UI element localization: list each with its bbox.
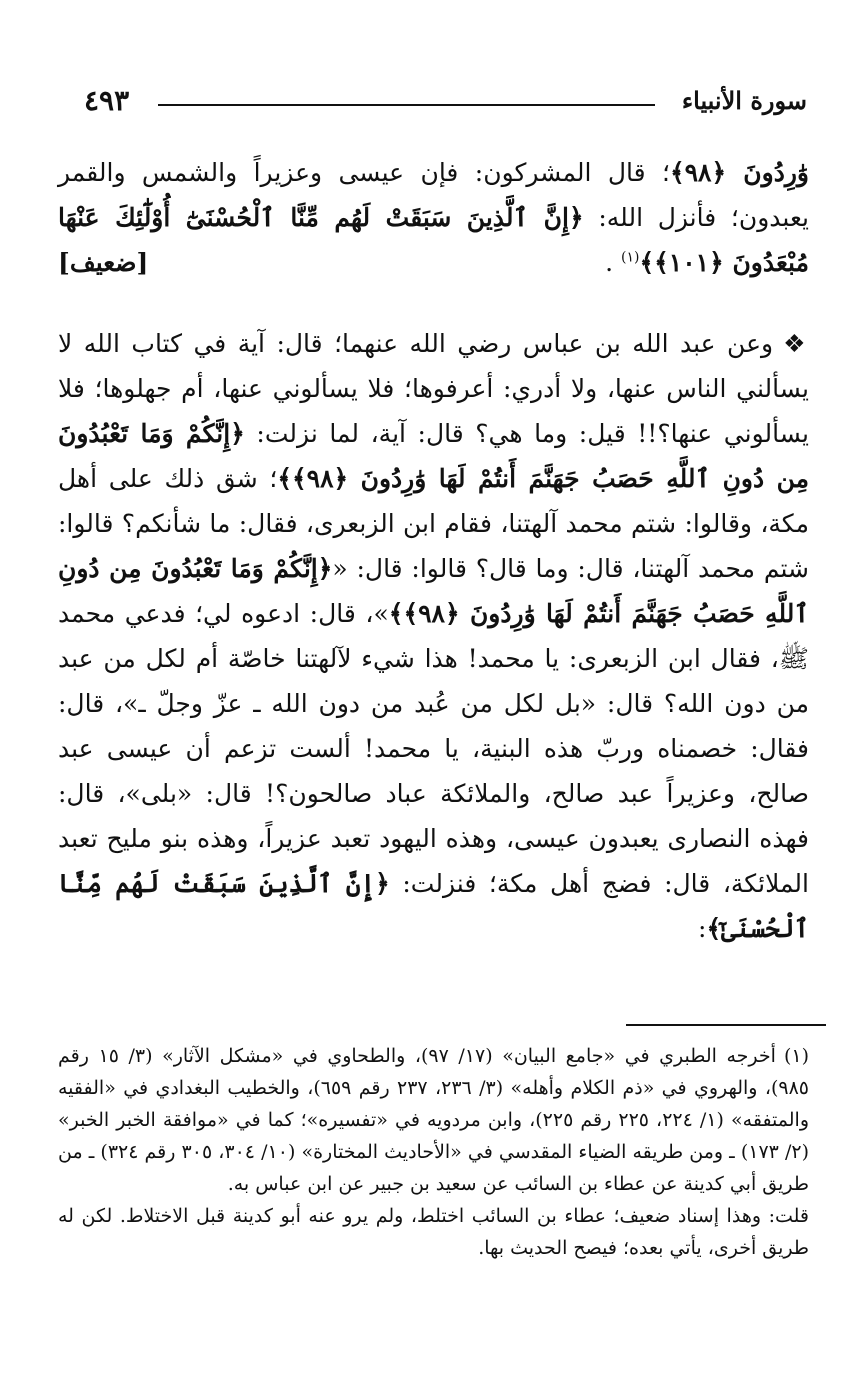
- paragraph-1-text: ؛ قال المشركون: فإن عيسى وعزيراً والشمس والقمر يعبدون؛ فأنزل الله:: [58, 158, 809, 232]
- footnote-note: قلت: وهذا إسناد ضعيف؛ عطاء بن السائب اختلط، ولم يرو عنه أبو كدينة قبل الاختلاط. لكن له طريق أخرى، يأتي بعده؛ فيصح الحديث بها.: [58, 1205, 809, 1259]
- hadith-grade: [ضعيف]: [58, 248, 149, 277]
- paragraph-2-text-1: وعن عبد الله بن عباس رضي الله عنهما؛ قال: آية في كتاب الله لا يسألني الناس عنها، ولا أدري: أعرفوها؛ فلا يسألوني عنها، أم جهلوها؛ فلا يسألوني عنها؟!! قيل: وما هي؟ قال: آية، لما نزلت:: [58, 329, 809, 448]
- footnote-separator: [626, 1024, 826, 1026]
- page-number: ٤٩٣: [84, 84, 130, 117]
- footnote-ref: (١): [621, 249, 640, 266]
- main-text: [58, 150, 809, 951]
- page-header: [84, 84, 807, 124]
- footnote-citation: [58, 1040, 809, 1200]
- quran-verse-3: ﴿إِنَّ ٱلَّذِينَ سَبَقَتْ لَهُم مِّنَّا ٱلْحُسْنَىٰٓ﴾: [58, 869, 809, 943]
- sentence-end: .: [605, 248, 622, 277]
- paragraph-2: [58, 321, 809, 951]
- quran-verse-1: ﴿إِنَّكُمْ وَمَا تَعْبُدُونَ مِن دُونِ ٱللَّهِ حَصَبُ جَهَنَّمَ أَنتُمْ لَهَا وَٰرِدُونَ ﴿٩٨﴾﴾: [58, 419, 809, 493]
- paragraph-1: [58, 150, 809, 285]
- bullet-icon: ❖: [783, 329, 809, 358]
- paragraph-2-text-2: ؛ شق ذلك على أهل مكة، وقالوا: شتم محمد آلهتنا، فقام ابن الزبعرى، فقال: ما شأنكم؟ قالوا: شتم محمد آلهتنا، قال: وما قال؟ قالوا: قال: «: [58, 464, 809, 583]
- paragraph-2-text-4: :: [698, 914, 707, 943]
- footnote-text: أخرجه الطبري في «جامع البيان» (١٧/ ٩٧)، والطحاوي في «مشكل الآثار» (٣/ ١٥ رقم ٩٨٥)، والهروي في «ذم الكلام وأهله» (٣/ ٢٣٦، ٢٣٧ رقم ٦٥٩)، والخطيب البغدادي في «الفقيه والمتفقه» (١/ ٢٢٤، ٢٢٥ رقم ٢٢٥)، وابن مردويه في «تفسيره»؛ كما في «موافقة الخبر الخبر» (٢/ ١٧٣) ـ ومن طريقه الضياء المقدسي في «الأحاديث المختارة» (١٠/ ٣٠٤، ٣٠٥ رقم ٣٢٤) ـ من طريق أبي كدينة عن عطاء بن السائب عن سعيد بن جبير عن ابن عباس به.: [58, 1045, 810, 1195]
- quran-fragment: وَٰرِدُونَ ﴿٩٨﴾: [669, 158, 809, 187]
- header-rule: [158, 104, 655, 106]
- footnote: [58, 1040, 809, 1264]
- quran-verse: ﴿إِنَّ ٱلَّذِينَ سَبَقَتْ لَهُم مِّنَّا ٱلْحُسْنَىٰٓ أُوْلَٰٓئِكَ عَنْهَا مُبْعَدُونَ ﴿١٠١﴾﴾: [58, 203, 809, 277]
- paragraph-2-text-3: »، قال: ادعوه لي؛ فدعي محمد ﷺ، فقال ابن الزبعرى: يا محمد! هذا شيء لآلهتنا خاصّة أم لكل من عبد من دون الله؟ قال: «بل لكل من عُبد من دون الله ـ عزّ وجلّ ـ»، قال: فقال: خصمناه وربّ هذه البنية، يا محمد! ألست تزعم أن عيسى عبد صالح، وعزيراً عبد صالح، والملائكة عباد صالحون؟! قال: «بلى»، قال: فهذه النصارى يعبدون عيسى، وهذه اليهود تعبد عزيراً، وهذه بنو مليح تعبد الملائكة، قال: فضج أهل مكة؛ فنزلت:: [58, 599, 809, 898]
- quran-verse-2: ﴿إِنَّكُمْ وَمَا تَعْبُدُونَ مِن دُونِ ٱللَّهِ حَصَبُ جَهَنَّمَ أَنتُمْ لَهَا وَٰرِدُونَ ﴿٩٨﴾﴾: [58, 554, 809, 628]
- footnote-number: (١): [783, 1045, 809, 1067]
- surah-title: سورة الأنبياء: [681, 86, 807, 115]
